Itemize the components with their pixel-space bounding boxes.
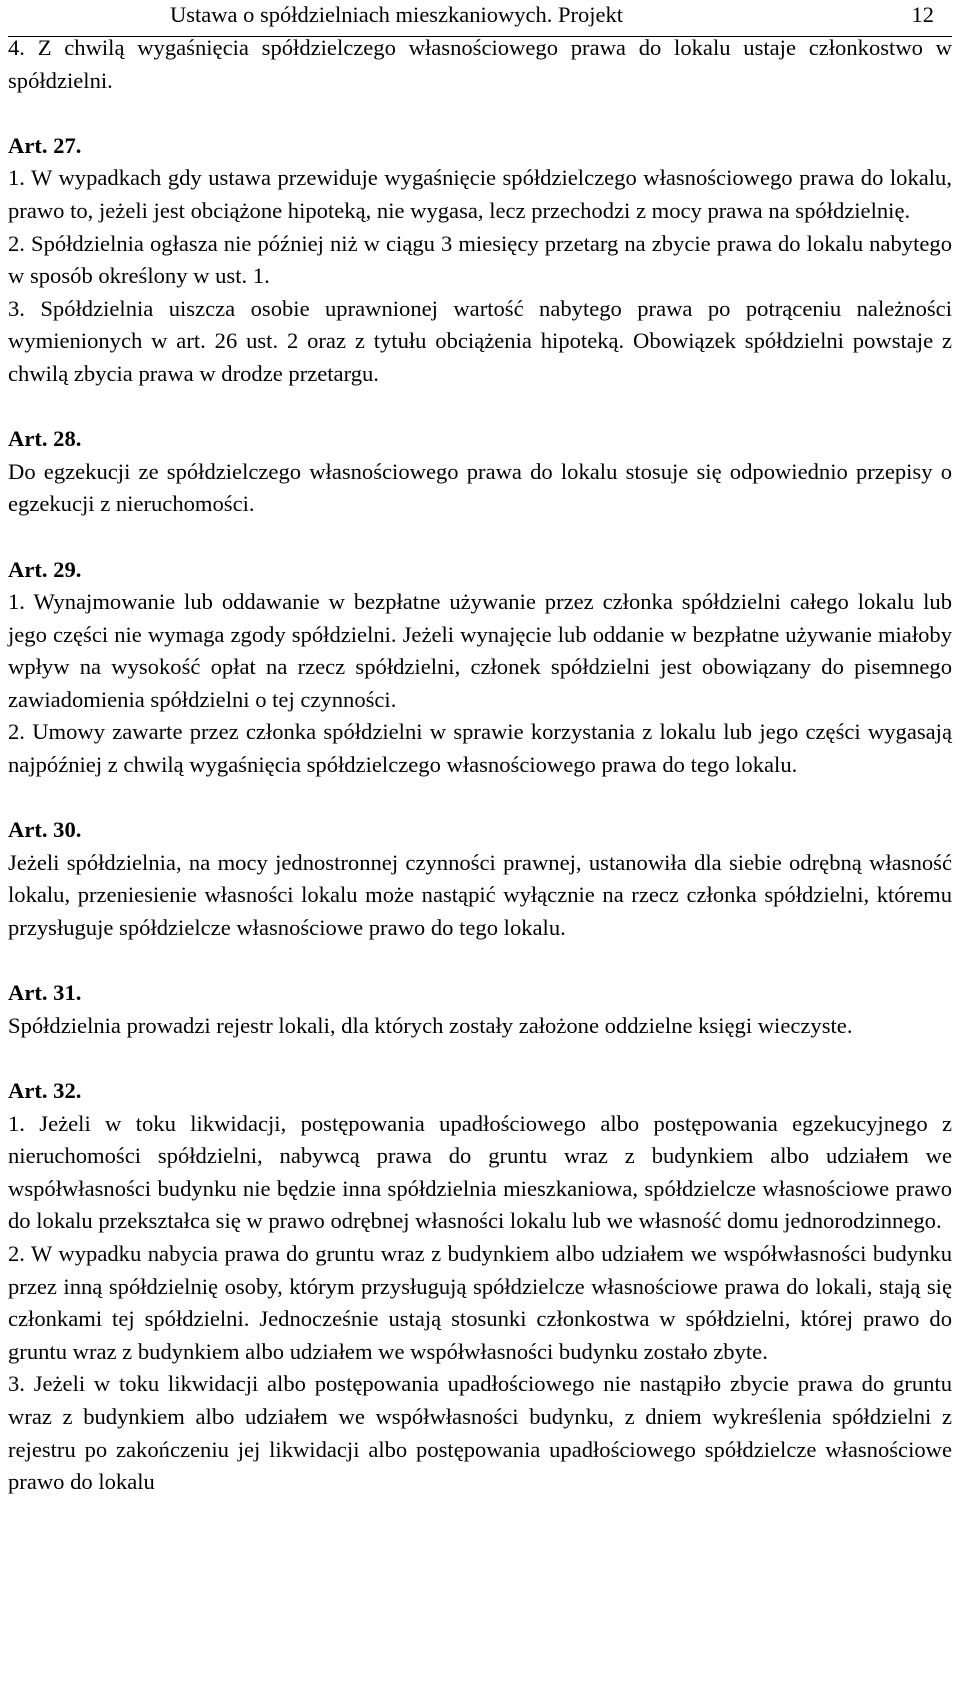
header-title: Ustawa o spółdzielniach mieszkaniowych. Projekt <box>170 2 624 27</box>
paragraph: 3. Spółdzielnia uiszcza osobie uprawnionej wartość nabytego prawa po potrąceniu należności wymienionych w art. 26 ust. 2 oraz z tytułu obciążenia hipoteką. Obowiązek spółdzielni powstaje z chwilą zbycia prawa w drodze przetargu. <box>8 295 952 386</box>
paragraph-gap <box>8 521 952 554</box>
paragraph-gap <box>8 97 952 130</box>
paragraph: 4. Z chwilą wygaśnięcia spółdzielczego własnościowego prawa do lokalu ustaje członkostwo w spółdzielni. <box>8 35 952 93</box>
article-heading: Art. 28. <box>8 426 82 452</box>
paragraph-gap <box>8 782 952 815</box>
paragraph: 2. Umowy zawarte przez członka spółdzielni w sprawie korzystania z lokalu lub jego części wygasają najpóźniej z chwilą wygaśnięcia spółdzielczego własnościowego prawa do tego lokalu. <box>8 719 952 778</box>
paragraph: 1. Jeżeli w toku likwidacji, postępowania upadłościowego albo postępowania egzekucyjnego z nieruchomości spółdzielni, nabywcą prawa do gruntu wraz z budynkiem albo udziałem we współwłasności budynku nie będzie inna spółdzielnia mieszkaniowa, spółdzielcze własnościowe prawo do lokalu przekształca się w prawo odrębnej własności lokalu lub we własność domu jednorodzinnego. <box>8 1110 952 1234</box>
article-heading: Art. 27. <box>8 132 82 158</box>
paragraph: 1. W wypadkach gdy ustawa przewiduje wygaśnięcie spółdzielczego własnościowego prawa do lokalu, prawo to, jeżeli jest obciążone hipoteką, nie wygasa, lecz przechodzi z mocy prawa na spółdzielnię. <box>8 165 952 223</box>
article-heading: Art. 30. <box>8 817 82 843</box>
document-body <box>8 32 952 1499</box>
page-number: 12 <box>911 2 934 27</box>
paragraph: Jeżeli spółdzielnia, na mocy jednostronnej czynności prawnej, ustanowiła dla siebie odrębną własność lokalu, przeniesienie własności lokalu może nastąpić wyłącznie na rzecz członka spółdzielni, któremu przysługuje spółdzielcze własnościowe prawo do tego lokalu. <box>8 849 952 941</box>
paragraph: 3. Jeżeli w toku likwidacji albo postępowania upadłościowego nie nastąpiło zbycie prawa do gruntu wraz z budynkiem albo udziałem we współwłasności budynku, z dniem wykreślenia spółdzielni z rejestru po zakończeniu jej likwidacji albo postępowania upadłościowego spółdzielcze własnościowe prawo do lokalu <box>8 1371 952 1495</box>
article-heading: Art. 29. <box>8 556 82 582</box>
article-heading: Art. 32. <box>8 1078 82 1103</box>
paragraph: Do egzekucji ze spółdzielczego własnościowego prawa do lokalu stosuje się odpowiednio przepisy o egzekucji z nieruchomości. <box>8 458 952 517</box>
paragraph: 1. Wynajmowanie lub oddawanie w bezpłatne używanie przez członka spółdzielni całego lokalu lub jego części nie wymaga zgody spółdzielni. Jeżeli wynajęcie lub oddanie w bezpłatne używanie miałoby wpływ na wysokość opłat na rzecz spółdzielni, członek spółdzielni jest obowiązany do pisemnego zawiadomienia spółdzielni o tej czynności. <box>8 589 952 712</box>
paragraph-gap <box>8 1042 952 1075</box>
article-heading: Art. 31. <box>8 980 82 1006</box>
paragraph: 2. W wypadku nabycia prawa do gruntu wraz z budynkiem albo udziałem we współwłasności budynku przez inną spółdzielnię osoby, którym przysługują spółdzielcze własnościowe prawa do lokali, stają się członkami tej spółdzielni. Jednocześnie ustają stosunki członkostwa w spółdzielni, której prawo do gruntu wraz z budynkiem albo udziałem we współwłasności budynku zostało zbyte. <box>8 1240 952 1364</box>
paragraph-gap <box>8 945 952 978</box>
paragraph-gap <box>8 391 952 424</box>
paragraph: Spółdzielnia prowadzi rejestr lokali, dla których zostały założone oddzielne księgi wieczyste. <box>8 1012 853 1038</box>
paragraph: 2. Spółdzielnia ogłasza nie później niż w ciągu 3 miesięcy przetarg na zbycie prawa do lokalu nabytego w sposób określony w ust. 1. <box>8 230 952 289</box>
